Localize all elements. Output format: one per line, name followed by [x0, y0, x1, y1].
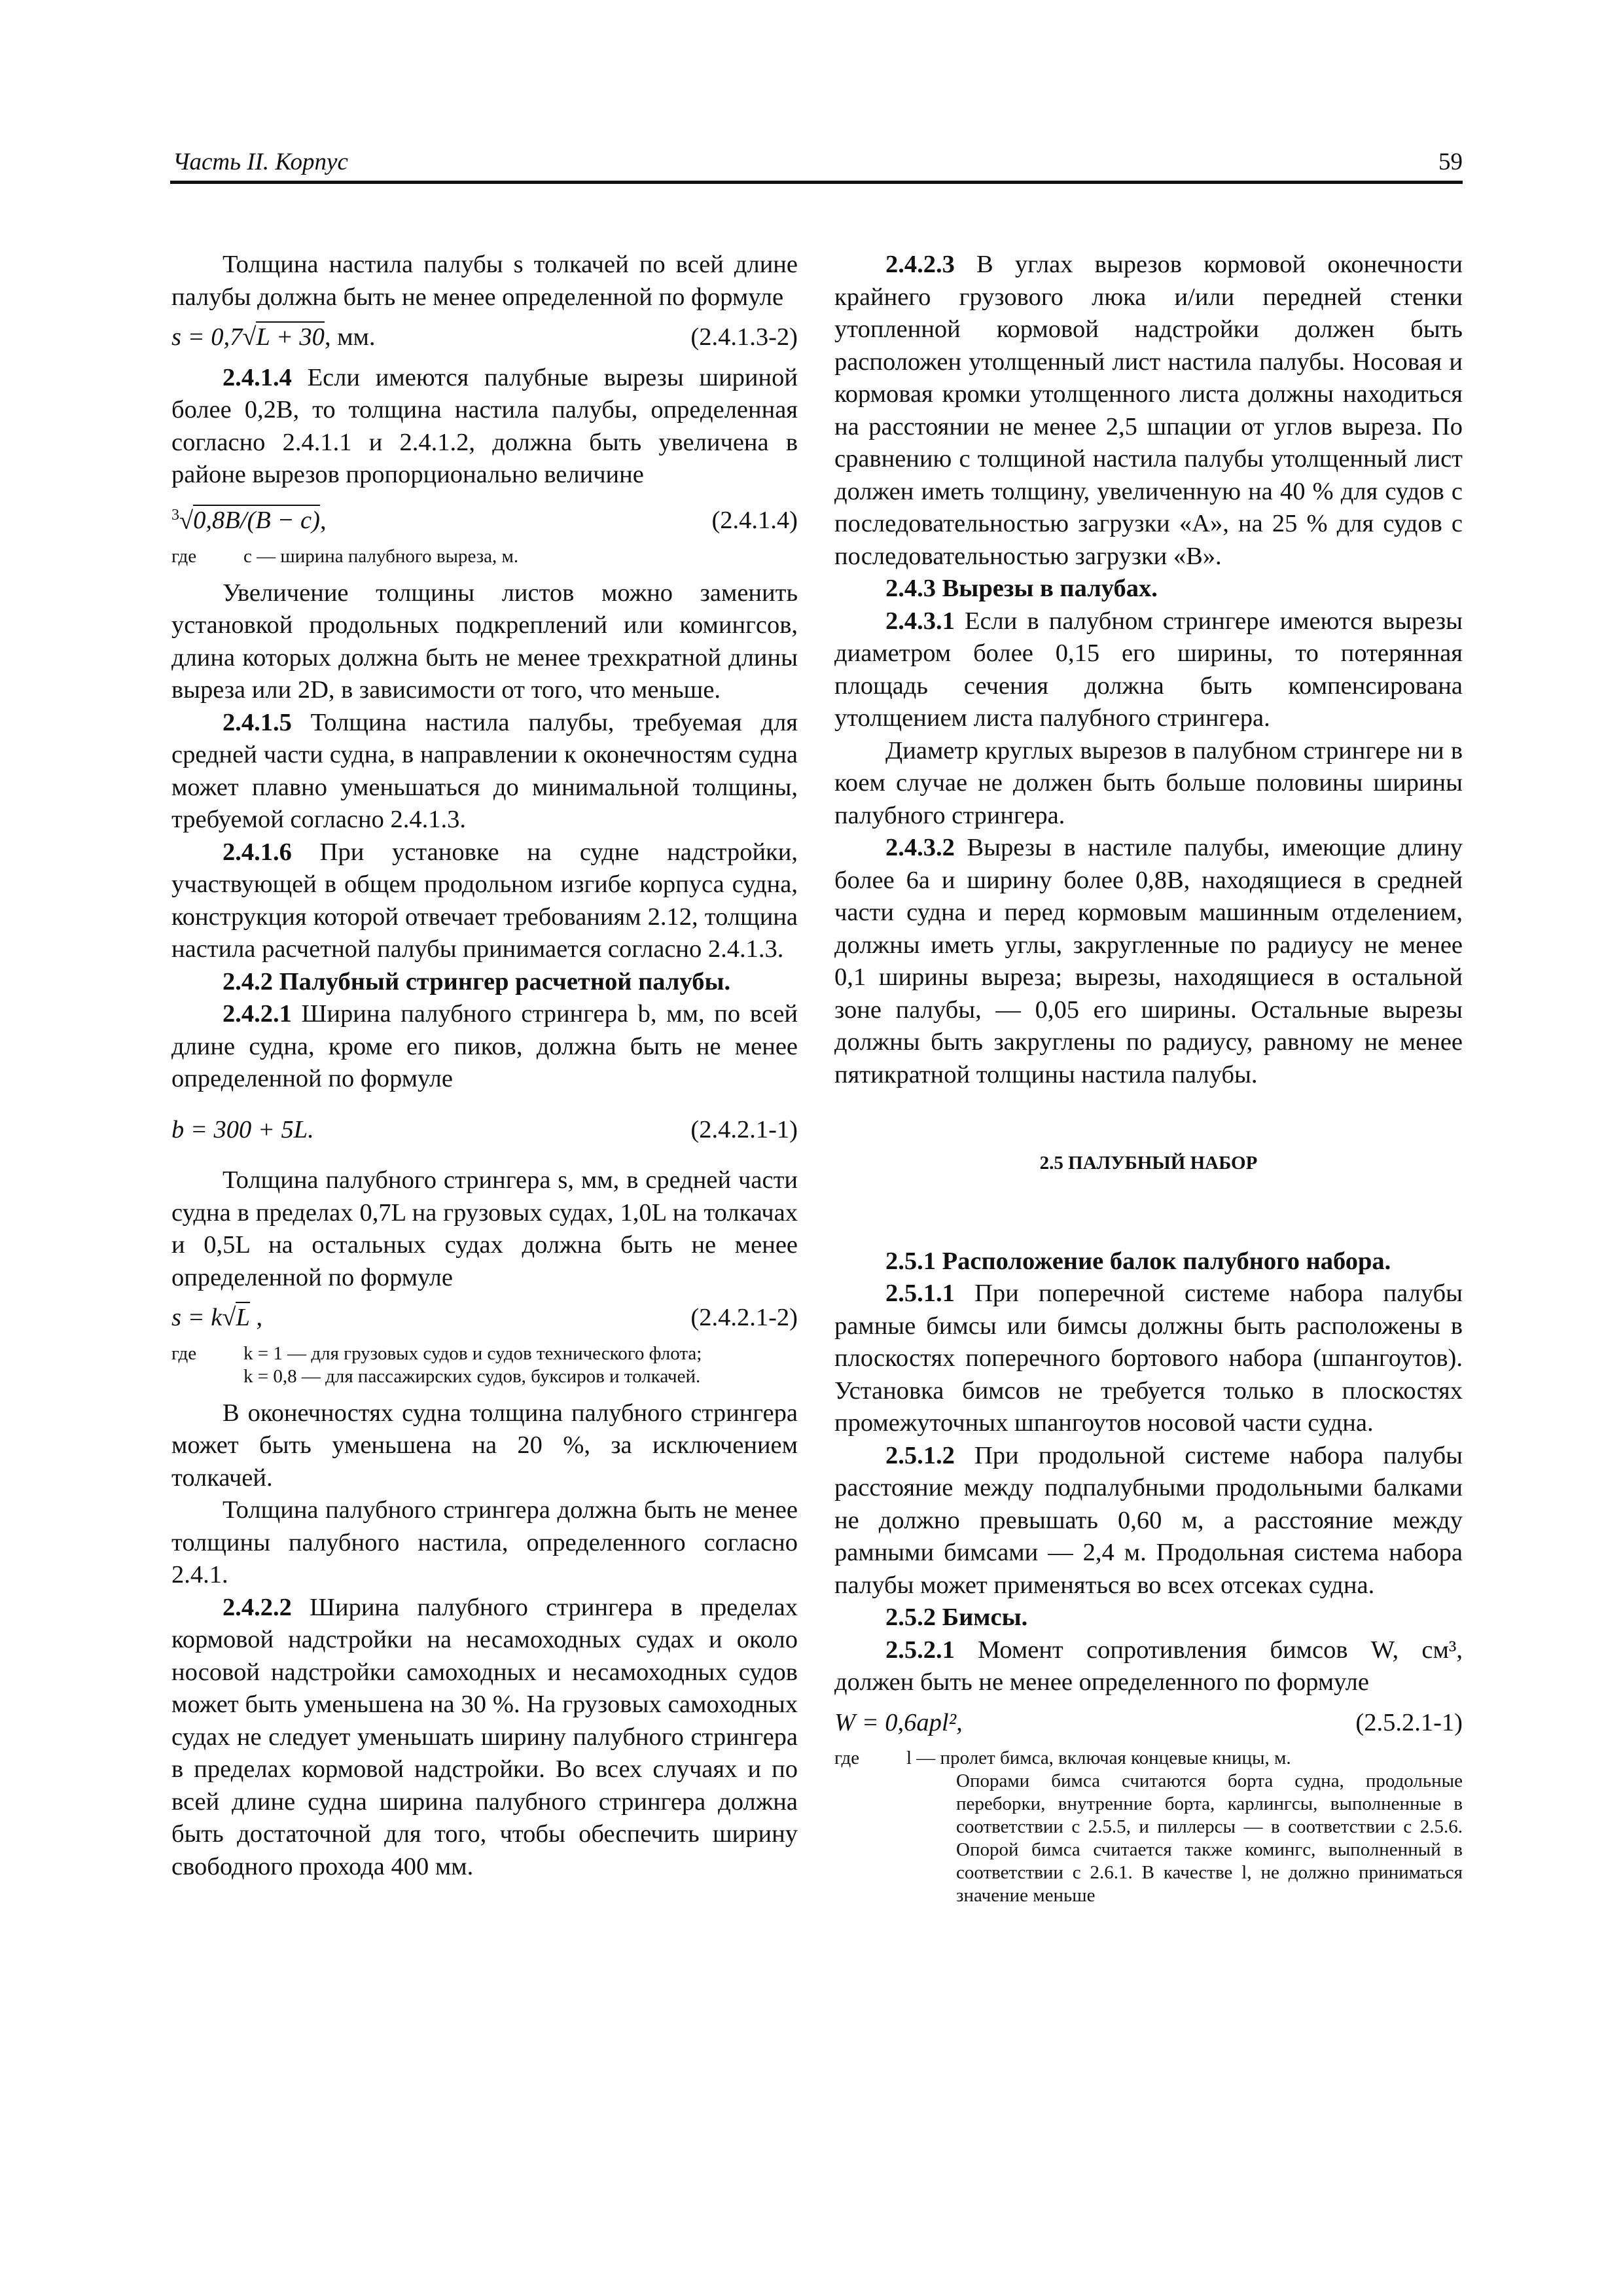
- formula-number: (2.4.1.4): [711, 507, 798, 535]
- subsection-heading: 2.5.1 Расположение балок палубного набора.: [885, 1247, 1391, 1275]
- paragraph: 2.4.1.6 При установке на судне надстройки, участвующей в общем продольном изгибе корпуса судна, конструкция которой отвечает требованиям 2.12, толщина настила расчетной палубы принимается согласно 2.4.1.3.: [171, 838, 798, 963]
- paragraph: В оконечностях судна толщина палубного стрингера может быть уменьшена на 20 %, за исключением толкачей.: [171, 1399, 798, 1492]
- formula-2-5-2-1-1: W = 0,6apl², (2.5.2.1-1): [834, 1707, 1463, 1740]
- paragraph: 2.4.1.4 Если имеются палубные вырезы шириной более 0,2B, то толщина настила палубы, определенная согласно 2.4.1.1 и 2.4.1.2, должна быть увеличена в районе вырезов пропорционально величине: [171, 363, 798, 488]
- formula-number: (2.4.2.1-1): [690, 1115, 798, 1143]
- paragraph: Диаметр круглых вырезов в палубном стрингере ни в коем случае не должен быть больше половины ширины палубного стрингера.: [834, 736, 1463, 829]
- formula-number: (2.5.2.1-1): [1355, 1708, 1463, 1736]
- paragraph: 2.5.1.2 При продольной системе набора палубы расстояние между подпалубными продольными балками не должно превышать 0,60 м, а расстояние между рамными бимсами — 2,4 м. Продольная система набора палубы может применяться во всех отсеках судна.: [834, 1441, 1463, 1599]
- paragraph: Толщина палубного стрингера s, мм, в средней части судна в пределах 0,7L на грузовых судах, 1,0L на толкачах и 0,5L на остальных судах должна быть не менее определенной по формуле: [171, 1166, 798, 1291]
- formula-number: (2.4.1.3-2): [690, 323, 798, 351]
- paragraph: 2.4.3.2 Вырезы в настиле палубы, имеющие длину более 6a и ширину более 0,8B, находящиеся в средней части судна и перед кормовым машинным отделением, должны иметь углы, закругленные по радиусу не менее 0,1 ширины выреза; вырезы, находящиеся в остальной зоне палубы, — 0,05 его ширины. Остальные вырезы должны быть закруглены по радиусу, равному не менее пятикратной толщины настила палубы.: [834, 834, 1463, 1088]
- paragraph: Толщина палубного стрингера должна быть не менее толщины палубного настила, определенного согласно 2.4.1.: [171, 1496, 798, 1589]
- formula-legend: где c — ширина палубного выреза, м.: [171, 545, 519, 567]
- paragraph: 2.4.2.3 В углах вырезов кормовой оконечности крайнего грузового люка и/или передней стенки утопленной кормовой надстройки должен быть расположен утолщенный лист настила палубы. Носовая и кормовая кромки утолщенного листа должны находиться на расстоянии не менее 2,5 шпации от углов выреза. По сравнению с толщиной настила палубы утолщенный лист должен иметь толщину, увеличенную на 40 % для судов с последовательностью загрузки «А», на 25 % для судов с последовательностью загрузки «В».: [834, 251, 1463, 570]
- paragraph: Увеличение толщины листов можно заменить установкой продольных подкреплений или комингсов, длина которых должна быть не менее трехкратной длины выреза или 2D, в зависимости от того, что меньше.: [171, 579, 798, 704]
- running-title: Часть II. Корпус: [173, 149, 348, 175]
- formula-number: (2.4.2.1-2): [690, 1304, 798, 1332]
- left-column: [171, 249, 798, 1883]
- formula-2-4-1-4: $^3$√0,8B/(B − c), (2.4.1.4): [171, 499, 798, 537]
- right-column: [834, 249, 1463, 1916]
- subsection-heading: 2.5.2 Бимсы.: [885, 1604, 1028, 1631]
- paragraph: 2.5.1.1 При поперечной системе набора палубы рамные бимсы или бимсы должны быть расположены в плоскостях поперечного бортового набора (шпангоутов). Установка бимсов не требуется только в плоскостях промежуточных шпангоутов носовой части судна.: [834, 1280, 1463, 1437]
- paragraph: 2.4.2.2 Ширина палубного стрингера в пределах кормовой надстройки на несамоходных судах и около носовой надстройки самоходных и несамоходных судов может быть уменьшена на 30 %. На грузовых самоходных судах не следует уменьшать ширину палубного стрингера в пределах кормовой надстройки. Во всех случаях и по всей длине судна ширина палубного стрингера должна быть достаточной для того, чтобы обеспечить ширину свободного прохода 400 мм.: [171, 1593, 798, 1880]
- paragraph: 2.5.2.1 Момент сопротивления бимсов W, см³, должен быть не менее определенного по формуле: [834, 1636, 1463, 1696]
- page-number: 59: [1438, 149, 1463, 175]
- paragraph: 2.4.2.1 Ширина палубного стрингера b, мм, по всей длине судна, кроме его пиков, должна быть не менее определенной по формуле: [171, 1000, 798, 1093]
- subsection-heading: 2.4.3 Вырезы в палубах.: [885, 575, 1158, 602]
- paragraph: Толщина настила палубы s толкачей по всей длине палубы должна быть не менее определенной по формуле: [171, 251, 798, 311]
- formula-legend: где k = 1 — для грузовых судов и судов технического флота; k = 0,8 — для пассажирских судов, буксиров и толкачей.: [171, 1342, 702, 1387]
- paragraph: 2.4.1.5 Толщина настила палубы, требуемая для средней части судна, в направлении к оконечностям судна может плавно уменьшаться до минимальной толщины, требуемой согласно 2.4.1.3.: [171, 708, 798, 834]
- formula-legend: где l — пролет бимса, включая концевые кницы, м. Опорами бимса считаются борта судна, продольные переборки, внутренние борта, карлингсы, выполненные в соответствии с 2.5.5, и пиллерсы — в соответствии с 2.5.6. Опорой бимса считается также комингс, выполненный в соответствии с 2.6.1. В качестве l, не должно приниматься значение меньше: [834, 1748, 1463, 1906]
- section-heading: 2.5 ПАЛУБНЫЙ НАБОР: [1039, 1153, 1258, 1174]
- formula-2-4-1-3-2: s = 0,7√L + 30, мм. (2.4.1.3-2): [171, 321, 798, 354]
- paragraph: 2.4.3.1 Если в палубном стрингере имеются вырезы диаметром более 0,15 его ширины, то потерянная площадь сечения должна быть компенсирована утолщением листа палубного стрингера.: [834, 607, 1463, 732]
- page-header: [170, 143, 1463, 184]
- formula-2-4-2-1-1: b = 300 + 5L. (2.4.2.1-1): [171, 1114, 798, 1147]
- formula-2-4-2-1-2: s = k√L , (2.4.2.1-2): [171, 1302, 798, 1335]
- subsection-heading: 2.4.2 Палубный стрингер расчетной палубы.: [223, 967, 731, 996]
